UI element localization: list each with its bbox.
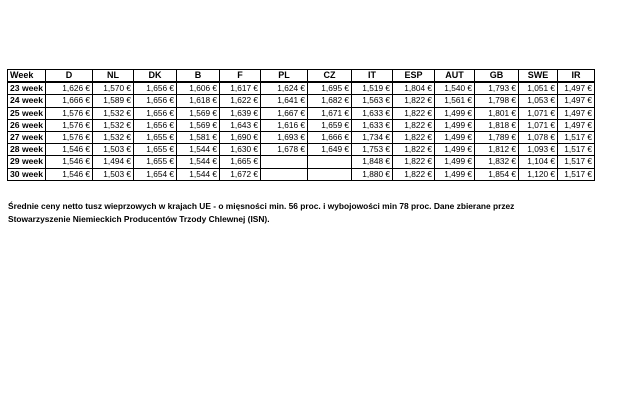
price-cell: 1,693 € xyxy=(260,131,307,143)
price-cell: 1,544 € xyxy=(176,168,219,180)
price-cell: 1,822 € xyxy=(392,131,434,143)
table-row xyxy=(8,144,595,156)
row-week-label: 27 week xyxy=(8,131,46,143)
price-cell: 1,659 € xyxy=(307,119,351,131)
column-header-pl: PL xyxy=(260,70,307,83)
price-cell: 1,532 € xyxy=(92,131,133,143)
price-cell: 1,519 € xyxy=(351,82,392,95)
price-cell: 1,576 € xyxy=(45,107,92,119)
price-cell: 1,494 € xyxy=(92,156,133,168)
price-cell: 1,832 € xyxy=(474,156,518,168)
price-cell: 1,497 € xyxy=(557,95,594,107)
row-week-label: 29 week xyxy=(8,156,46,168)
price-cell: 1,497 € xyxy=(557,107,594,119)
price-cell: 1,848 € xyxy=(351,156,392,168)
price-cell xyxy=(260,156,307,168)
price-cell: 1,051 € xyxy=(518,82,557,95)
price-cell: 1,649 € xyxy=(307,144,351,156)
price-cell: 1,656 € xyxy=(133,119,176,131)
price-cell: 1,497 € xyxy=(557,82,594,95)
price-cell: 1,570 € xyxy=(92,82,133,95)
table-row xyxy=(8,107,595,119)
header-row xyxy=(8,70,595,83)
price-cell: 1,655 € xyxy=(133,156,176,168)
price-cell: 1,633 € xyxy=(351,119,392,131)
price-cell: 1,617 € xyxy=(219,82,260,95)
price-cell: 1,563 € xyxy=(351,95,392,107)
price-cell: 1,690 € xyxy=(219,131,260,143)
column-header-ir: IR xyxy=(557,70,594,83)
price-cell: 1,789 € xyxy=(474,131,518,143)
price-cell: 1,672 € xyxy=(219,168,260,180)
price-cell: 1,822 € xyxy=(392,168,434,180)
price-cell: 1,801 € xyxy=(474,107,518,119)
column-header-dk: DK xyxy=(133,70,176,83)
price-cell: 1,540 € xyxy=(434,82,474,95)
price-cell: 1,818 € xyxy=(474,119,518,131)
price-cell: 1,655 € xyxy=(133,131,176,143)
row-week-label: 28 week xyxy=(8,144,46,156)
price-cell: 1,532 € xyxy=(92,119,133,131)
table-body xyxy=(8,82,595,180)
table-row xyxy=(8,119,595,131)
row-week-label: 30 week xyxy=(8,168,46,180)
price-cell: 1,053 € xyxy=(518,95,557,107)
price-cell: 1,104 € xyxy=(518,156,557,168)
row-week-label: 24 week xyxy=(8,95,46,107)
price-cell xyxy=(307,156,351,168)
price-cell: 1,544 € xyxy=(176,156,219,168)
column-header-swe: SWE xyxy=(518,70,557,83)
price-cell: 1,624 € xyxy=(260,82,307,95)
price-cell: 1,622 € xyxy=(219,95,260,107)
price-cell: 1,633 € xyxy=(351,107,392,119)
price-cell: 1,532 € xyxy=(92,107,133,119)
price-cell: 1,517 € xyxy=(557,168,594,180)
price-cell: 1,606 € xyxy=(176,82,219,95)
price-cell: 1,880 € xyxy=(351,168,392,180)
price-cell: 1,656 € xyxy=(133,82,176,95)
column-header-gb: GB xyxy=(474,70,518,83)
price-cell: 1,753 € xyxy=(351,144,392,156)
table-row xyxy=(8,82,595,95)
price-cell: 1,078 € xyxy=(518,131,557,143)
price-cell: 1,499 € xyxy=(434,131,474,143)
price-cell: 1,682 € xyxy=(307,95,351,107)
price-cell: 1,812 € xyxy=(474,144,518,156)
price-cell: 1,576 € xyxy=(45,119,92,131)
column-header-week: Week xyxy=(8,70,46,83)
price-cell: 1,517 € xyxy=(557,144,594,156)
price-cell: 1,071 € xyxy=(518,107,557,119)
column-header-esp: ESP xyxy=(392,70,434,83)
price-cell: 1,822 € xyxy=(392,144,434,156)
price-cell: 1,666 € xyxy=(307,131,351,143)
column-header-aut: AUT xyxy=(434,70,474,83)
price-cell: 1,503 € xyxy=(92,144,133,156)
column-header-b: B xyxy=(176,70,219,83)
price-cell: 1,071 € xyxy=(518,119,557,131)
price-cell: 1,581 € xyxy=(176,131,219,143)
price-cell: 1,618 € xyxy=(176,95,219,107)
price-cell: 1,822 € xyxy=(392,119,434,131)
price-cell: 1,499 € xyxy=(434,144,474,156)
price-cell: 1,499 € xyxy=(434,107,474,119)
column-header-d: D xyxy=(45,70,92,83)
price-cell: 1,641 € xyxy=(260,95,307,107)
table-row xyxy=(8,95,595,107)
table-row xyxy=(8,156,595,168)
price-cell: 1,666 € xyxy=(45,95,92,107)
table-row xyxy=(8,131,595,143)
caption-line-2: Stowarzyszenie Niemieckich Producentów Trzody Chlewnej (ISN). xyxy=(8,213,270,224)
price-cell: 1,695 € xyxy=(307,82,351,95)
table-row xyxy=(8,168,595,180)
price-cell: 1,503 € xyxy=(92,168,133,180)
price-cell: 1,569 € xyxy=(176,119,219,131)
price-cell: 1,517 € xyxy=(557,131,594,143)
price-cell: 1,616 € xyxy=(260,119,307,131)
row-week-label: 23 week xyxy=(8,82,46,95)
price-cell: 1,120 € xyxy=(518,168,557,180)
price-cell: 1,822 € xyxy=(392,107,434,119)
table-caption xyxy=(8,200,608,225)
price-cell: 1,656 € xyxy=(133,107,176,119)
price-cell: 1,546 € xyxy=(45,168,92,180)
price-cell: 1,854 € xyxy=(474,168,518,180)
column-header-nl: NL xyxy=(92,70,133,83)
price-cell: 1,734 € xyxy=(351,131,392,143)
column-header-cz: CZ xyxy=(307,70,351,83)
price-cell xyxy=(307,168,351,180)
price-cell: 1,671 € xyxy=(307,107,351,119)
pig-price-table xyxy=(7,69,595,181)
price-cell: 1,667 € xyxy=(260,107,307,119)
row-week-label: 26 week xyxy=(8,119,46,131)
price-cell: 1,804 € xyxy=(392,82,434,95)
price-cell: 1,546 € xyxy=(45,156,92,168)
price-cell: 1,793 € xyxy=(474,82,518,95)
price-cell: 1,655 € xyxy=(133,144,176,156)
price-cell: 1,822 € xyxy=(392,95,434,107)
price-cell: 1,639 € xyxy=(219,107,260,119)
price-cell: 1,517 € xyxy=(557,156,594,168)
price-cell: 1,643 € xyxy=(219,119,260,131)
price-cell: 1,569 € xyxy=(176,107,219,119)
price-cell xyxy=(260,168,307,180)
price-cell: 1,798 € xyxy=(474,95,518,107)
column-header-it: IT xyxy=(351,70,392,83)
price-cell: 1,656 € xyxy=(133,95,176,107)
column-header-f: F xyxy=(219,70,260,83)
price-cell: 1,630 € xyxy=(219,144,260,156)
price-cell: 1,561 € xyxy=(434,95,474,107)
price-cell: 1,499 € xyxy=(434,168,474,180)
price-cell: 1,589 € xyxy=(92,95,133,107)
table-header xyxy=(8,70,595,83)
price-cell: 1,654 € xyxy=(133,168,176,180)
price-cell: 1,497 € xyxy=(557,119,594,131)
price-cell: 1,626 € xyxy=(45,82,92,95)
row-week-label: 25 week xyxy=(8,107,46,119)
caption-line-1: Średnie ceny netto tusz wieprzowych w krajach UE - o mięsności min. 56 proc. i wybojowości min 78 proc. Dane zbierane przez xyxy=(8,201,515,211)
price-cell: 1,544 € xyxy=(176,144,219,156)
price-cell: 1,678 € xyxy=(260,144,307,156)
price-cell: 1,499 € xyxy=(434,156,474,168)
price-cell: 1,665 € xyxy=(219,156,260,168)
price-cell: 1,499 € xyxy=(434,119,474,131)
price-cell: 1,546 € xyxy=(45,144,92,156)
price-cell: 1,576 € xyxy=(45,131,92,143)
price-cell: 1,822 € xyxy=(392,156,434,168)
price-cell: 1,093 € xyxy=(518,144,557,156)
